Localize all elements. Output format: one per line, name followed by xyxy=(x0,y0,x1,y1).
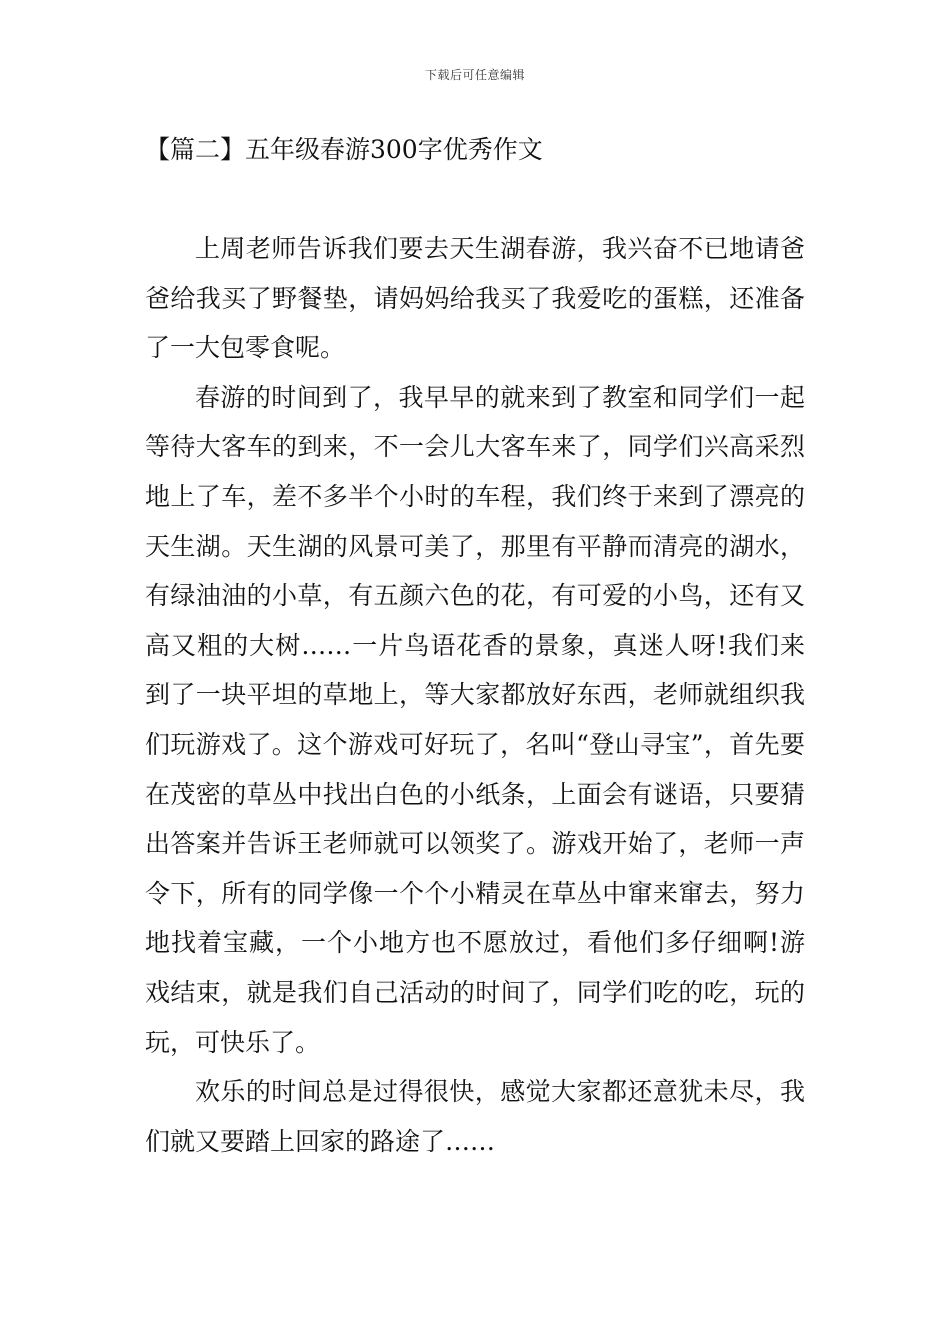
header-note: 下载后可任意编辑 xyxy=(424,68,525,82)
document-body xyxy=(145,224,805,1166)
paragraph-2: 春游的时间到了，我早早的就来到了教室和同学们一起等待大客车的到来，不一会儿大客车来了，同学们兴高采烈地上了车，差不多半个小时的车程，我们终于来到了漂亮的天生湖。天生湖的风景可美了，那里有平静而清亮的湖水，有绿油油的小草，有五颜六色的花，有可爱的小鸟，还有又高又粗的大树……一片鸟语花香的景象，真迷人呀!我们来到了一块平坦的草地上，等大家都放好东西，老师就组织我们玩游戏了。这个游戏可好玩了，名叫“登山寻宝”，首先要在茂密的草丛中找出白色的小纸条，上面会有谜语，只要猜出答案并告诉王老师就可以领奖了。游戏开始了，老师一声令下，所有的同学像一个个小精灵在草丛中窜来窜去，努力地找着宝藏，一个小地方也不愿放过，看他们多仔细啊!游戏结束，就是我们自己活动的时间了，同学们吃的吃，玩的玩，可快乐了。 xyxy=(145,382,805,1057)
paragraph-3: 欢乐的时间总是过得很快，感觉大家都还意犹未尽，我们就又要踏上回家的路途了…… xyxy=(145,1077,805,1156)
paragraph-1: 上周老师告诉我们要去天生湖春游，我兴奋不已地请爸爸给我买了野餐垫，请妈妈给我买了我爱吃的蛋糕，还准备了一大包零食呢。 xyxy=(145,234,805,363)
document-title: 【篇二】五年级春游300字优秀作文 xyxy=(145,135,543,164)
